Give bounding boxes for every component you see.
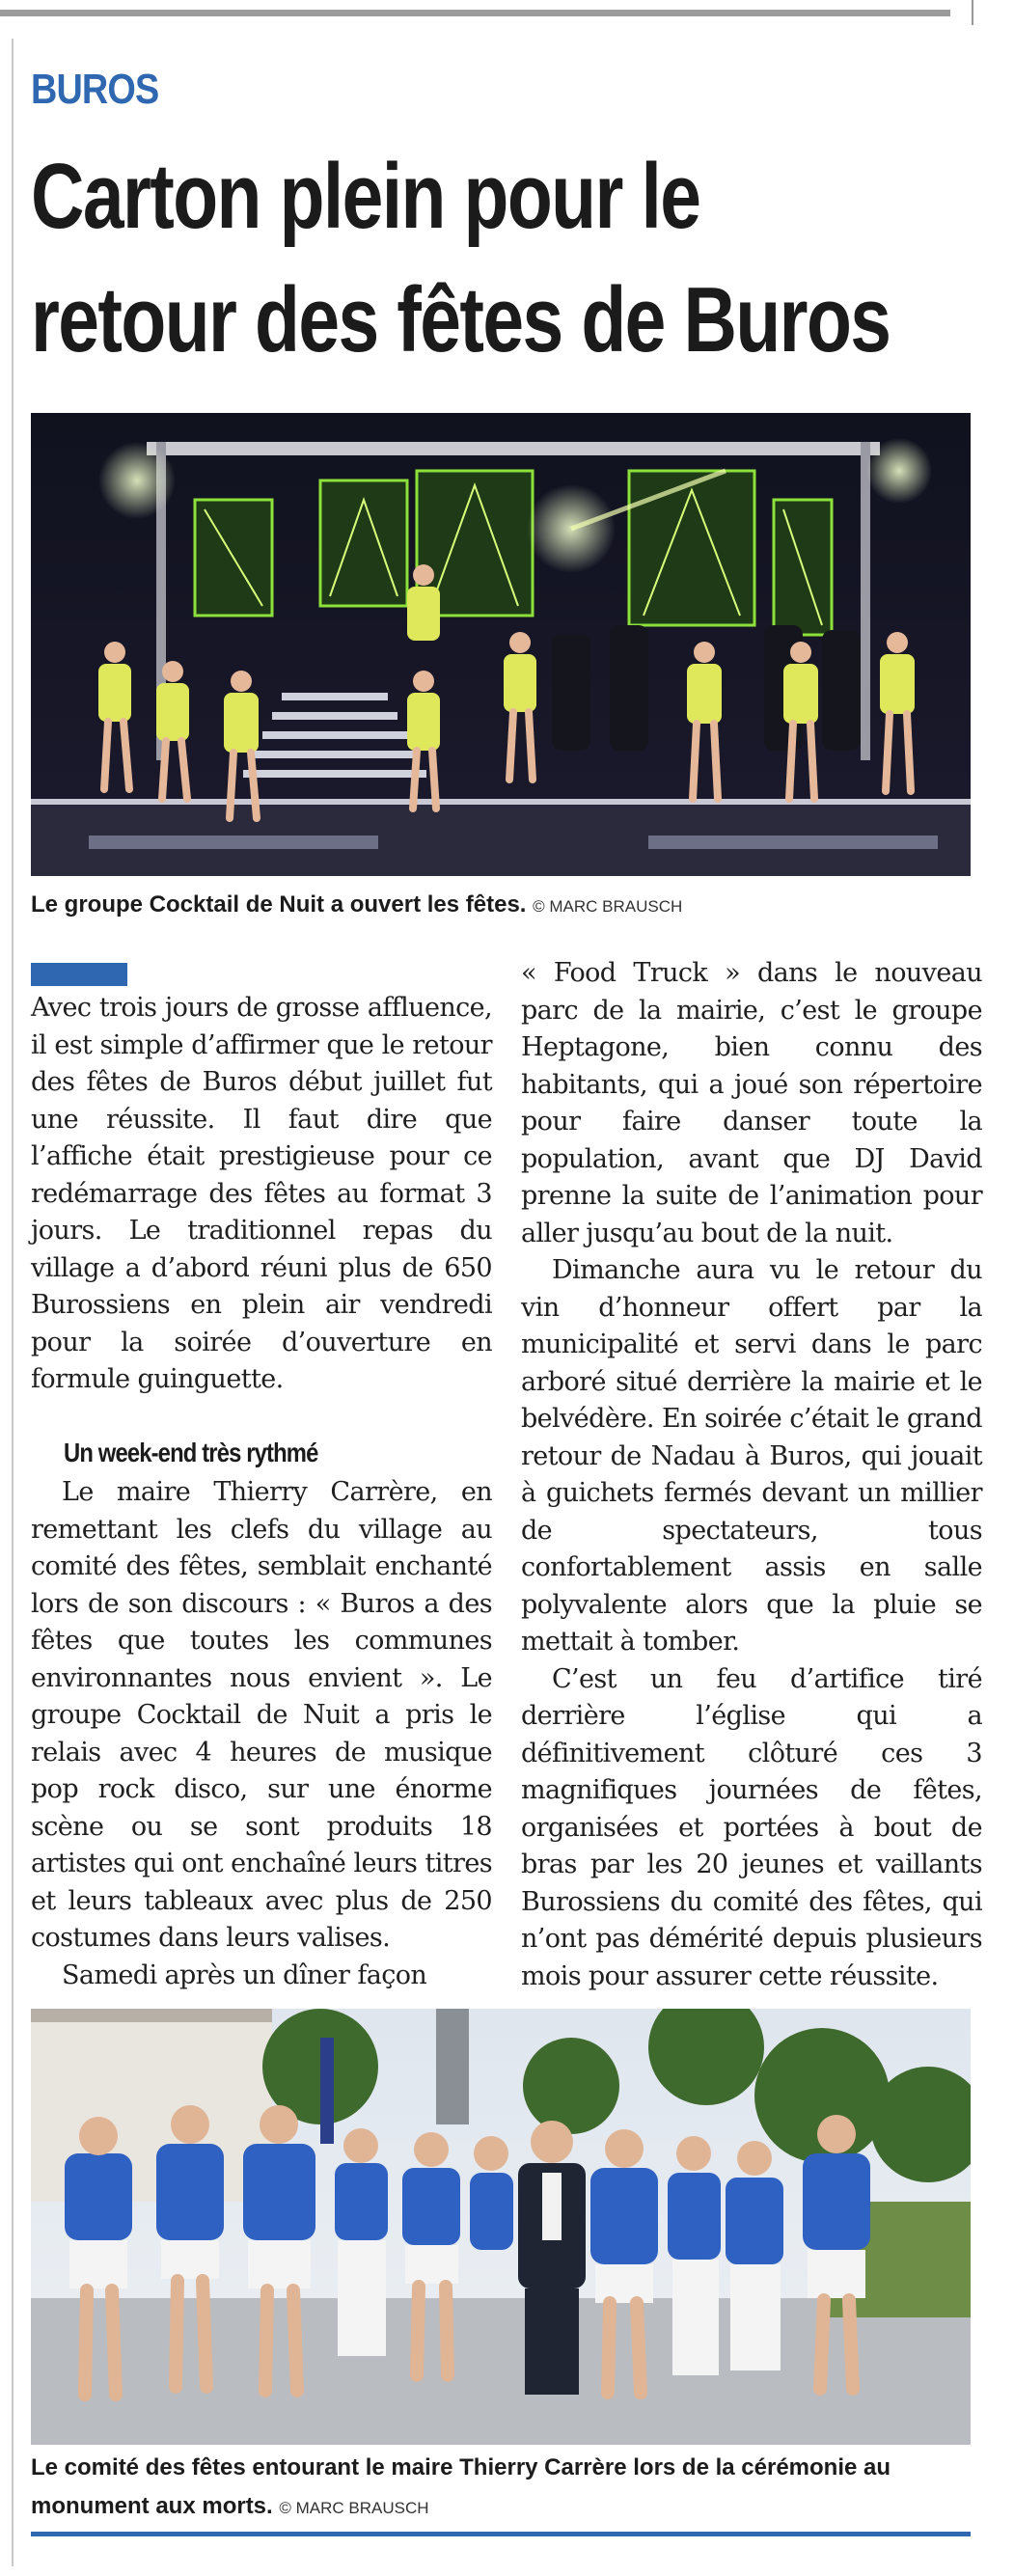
photo-caption bbox=[31, 2449, 957, 2528]
article-paragraph: Samedi après un dîner façon bbox=[62, 1959, 427, 1990]
left-margin-rule bbox=[12, 39, 14, 2566]
article-kicker: BUROS bbox=[31, 66, 159, 113]
article-subhead: Un week-end très rythmé bbox=[64, 1438, 318, 1467]
photo-caption bbox=[31, 886, 996, 926]
top-rule bbox=[0, 10, 950, 16]
article-headline: Carton plein pour le retour des fêtes de Buros bbox=[31, 145, 891, 371]
article-paragraph: Dimanche aura vu le retour du vin d’honneur offert par la municipalité et servi dans le parc arboré situé derrière la mairie et le belvédère. En soirée c’était le grand retour de Nadau à Buros, qui jouait à guichets fermés devant un millier de spectateurs, tous confortablement assis en salle polyvalente alors que la pluie se mettait à tomber. bbox=[521, 1255, 982, 1657]
article-column-right bbox=[521, 955, 982, 1995]
article-paragraph: Avec trois jours de grosse affluence, il est simple d’affirmer que le retour des fêtes de Buros début juillet fut une réussite. Il faut dire que l’affiche était prestigieuse pour ce redémarrage des fêtes au format 3 jours. Le traditionnel repas du village a d’abord réuni plus de 650 Burossiens en plein air vendredi pour la soirée d’ouverture en formule guinguette. bbox=[31, 993, 492, 1394]
article-paragraph: C’est un feu d’artifice tiré derrière l’église qui a définitivement clôturé ces 3 magnifiques journées de fêtes, organisées et portées à bout de bras par les 20 jeunes et vaillants Burossiens du comité des fêtes, qui n’ont pas démérité depuis plusieurs mois pour assurer cette réussite. bbox=[521, 1663, 982, 1991]
top-tick bbox=[972, 0, 973, 25]
group-photo bbox=[31, 2009, 971, 2445]
concert-photo bbox=[31, 413, 971, 876]
caption-text: Le groupe Cocktail de Nuit a ouvert les fêtes. bbox=[31, 891, 527, 918]
article-paragraph: Le maire Thierry Carrère, en remettant les clefs du village au comité des fêtes, semblait enchanté lors de son discours : « Buros a des fêtes que toutes les communes environnantes nous envient ». Le groupe Cocktail de Nuit a pris le relais avec 4 heures de musique pop rock disco, sur une énorme scène ou se sont produits 18 artistes qui ont enchaîné leurs titres et leurs tableaux avec plus de 250 costumes dans leurs valises. bbox=[31, 1477, 492, 1953]
article-column-left bbox=[31, 990, 492, 1399]
article-paragraph: « Food Truck » dans le nouveau parc de la mairie, c’est le groupe Heptagone, bien connu des habitants, qui a joué son répertoire pour faire danser toute la population, avant que DJ David prenne la suite de l’animation pour aller jusqu’au bout de la nuit. bbox=[521, 958, 982, 1248]
photo-credit: © MARC BRAUSCH bbox=[279, 2499, 429, 2517]
caption-text: Le comité des fêtes entourant le maire Thierry Carrère lors de la cérémonie au monument aux morts. bbox=[31, 2454, 891, 2519]
bottom-rule bbox=[31, 2532, 971, 2536]
photo-credit: © MARC BRAUSCH bbox=[533, 897, 683, 916]
section-marker bbox=[31, 963, 127, 986]
article-column-left-continued bbox=[31, 1474, 492, 1994]
